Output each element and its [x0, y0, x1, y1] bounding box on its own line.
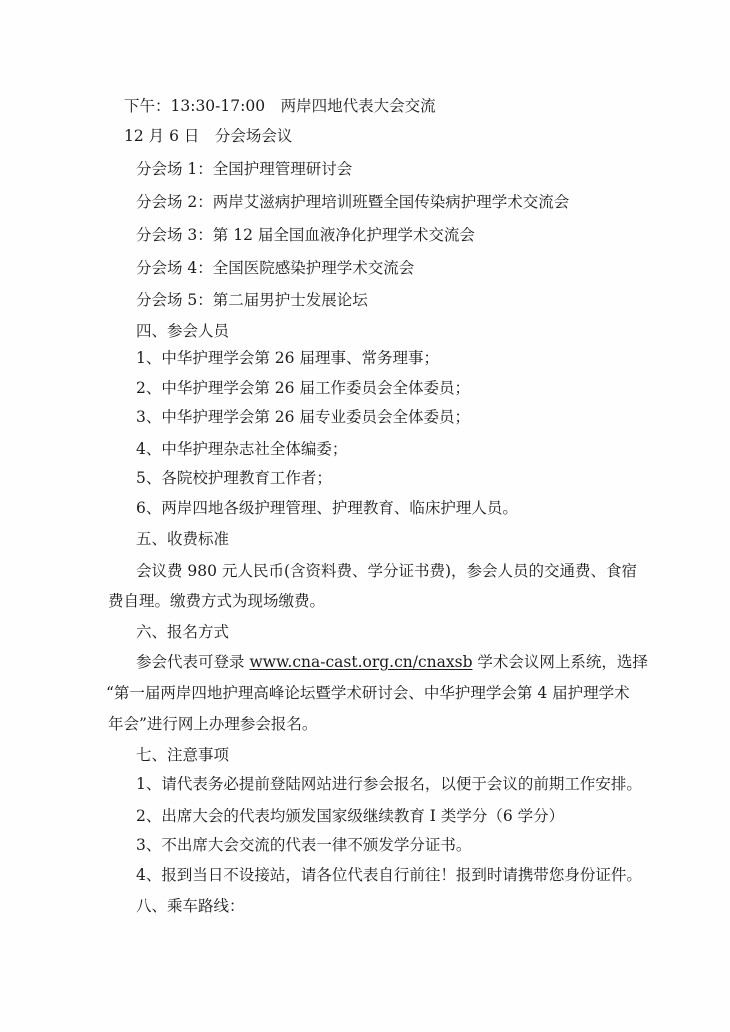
- registration-text-line2: “第一届两岸四地护理高峰论坛暨学术研讨会、中华护理学会第 4 届护理学术: [106, 684, 630, 702]
- note-item: 4、报到当日不设接站，请各位代表自行前往！报到时请携带您身份证件。: [136, 866, 642, 884]
- registration-text-line1: [136, 652, 648, 672]
- route-heading: 八、乘车路线：: [136, 897, 245, 915]
- fees-text-line1: 会议费 980 元人民币(含资料费、学分证书费)，参会人员的交通费、食宿: [136, 562, 638, 580]
- participant-item: 4、中华护理杂志社全体编委；: [136, 440, 348, 458]
- participant-item: 6、两岸四地各级护理管理、护理教育、临床护理人员。: [136, 499, 518, 517]
- registration-suffix: 学术会议网上系统，选择: [472, 653, 648, 671]
- session-item: 分会场 2：两岸艾滋病护理培训班暨全国传染病护理学术交流会: [136, 193, 570, 211]
- fees-heading: 五、收费标准: [136, 530, 230, 548]
- session-item: 分会场 4：全国医院感染护理学术交流会: [136, 259, 415, 277]
- participant-item: 3、中华护理学会第 26 届专业委员会全体委员；: [136, 408, 470, 426]
- registration-text-line3: 年会”进行网上办理参会报名。: [108, 715, 318, 733]
- registration-heading: 六、报名方式: [136, 623, 230, 641]
- participant-item: 5、各院校护理教育工作者；: [136, 469, 332, 487]
- session-item: 分会场 3：第 12 届全国血液净化护理学术交流会: [136, 226, 475, 244]
- session-item: 分会场 1：全国护理管理研讨会: [136, 160, 353, 178]
- note-item: 3、不出席大会交流的代表一律不颁发学分证书。: [136, 836, 472, 854]
- dec6-session-title: 12 月 6 日 分会场会议: [124, 127, 293, 145]
- participants-heading: 四、参会人员: [136, 322, 230, 340]
- participant-item: 1、中华护理学会第 26 届理事、常务理事；: [136, 349, 439, 367]
- participant-item: 2、中华护理学会第 26 届工作委员会全体委员；: [136, 379, 470, 397]
- note-item: 1、请代表务必提前登陆网站进行参会报名，以便于会议的前期工作安排。: [136, 775, 642, 793]
- registration-url-link[interactable]: www.cna-cast.org.cn/cnaxsb: [249, 653, 473, 671]
- registration-prefix: 参会代表可登录: [136, 653, 250, 671]
- notes-heading: 七、注意事项: [136, 746, 230, 764]
- session-item: 分会场 5：第二届男护士发展论坛: [136, 291, 368, 309]
- note-item: 2、出席大会的代表均颁发国家级继续教育 I 类学分（6 学分）: [136, 807, 565, 825]
- afternoon-schedule: 下午：13:30-17:00 两岸四地代表大会交流: [124, 97, 436, 115]
- fees-text-line2: 费自理。缴费方式为现场缴费。: [108, 592, 326, 610]
